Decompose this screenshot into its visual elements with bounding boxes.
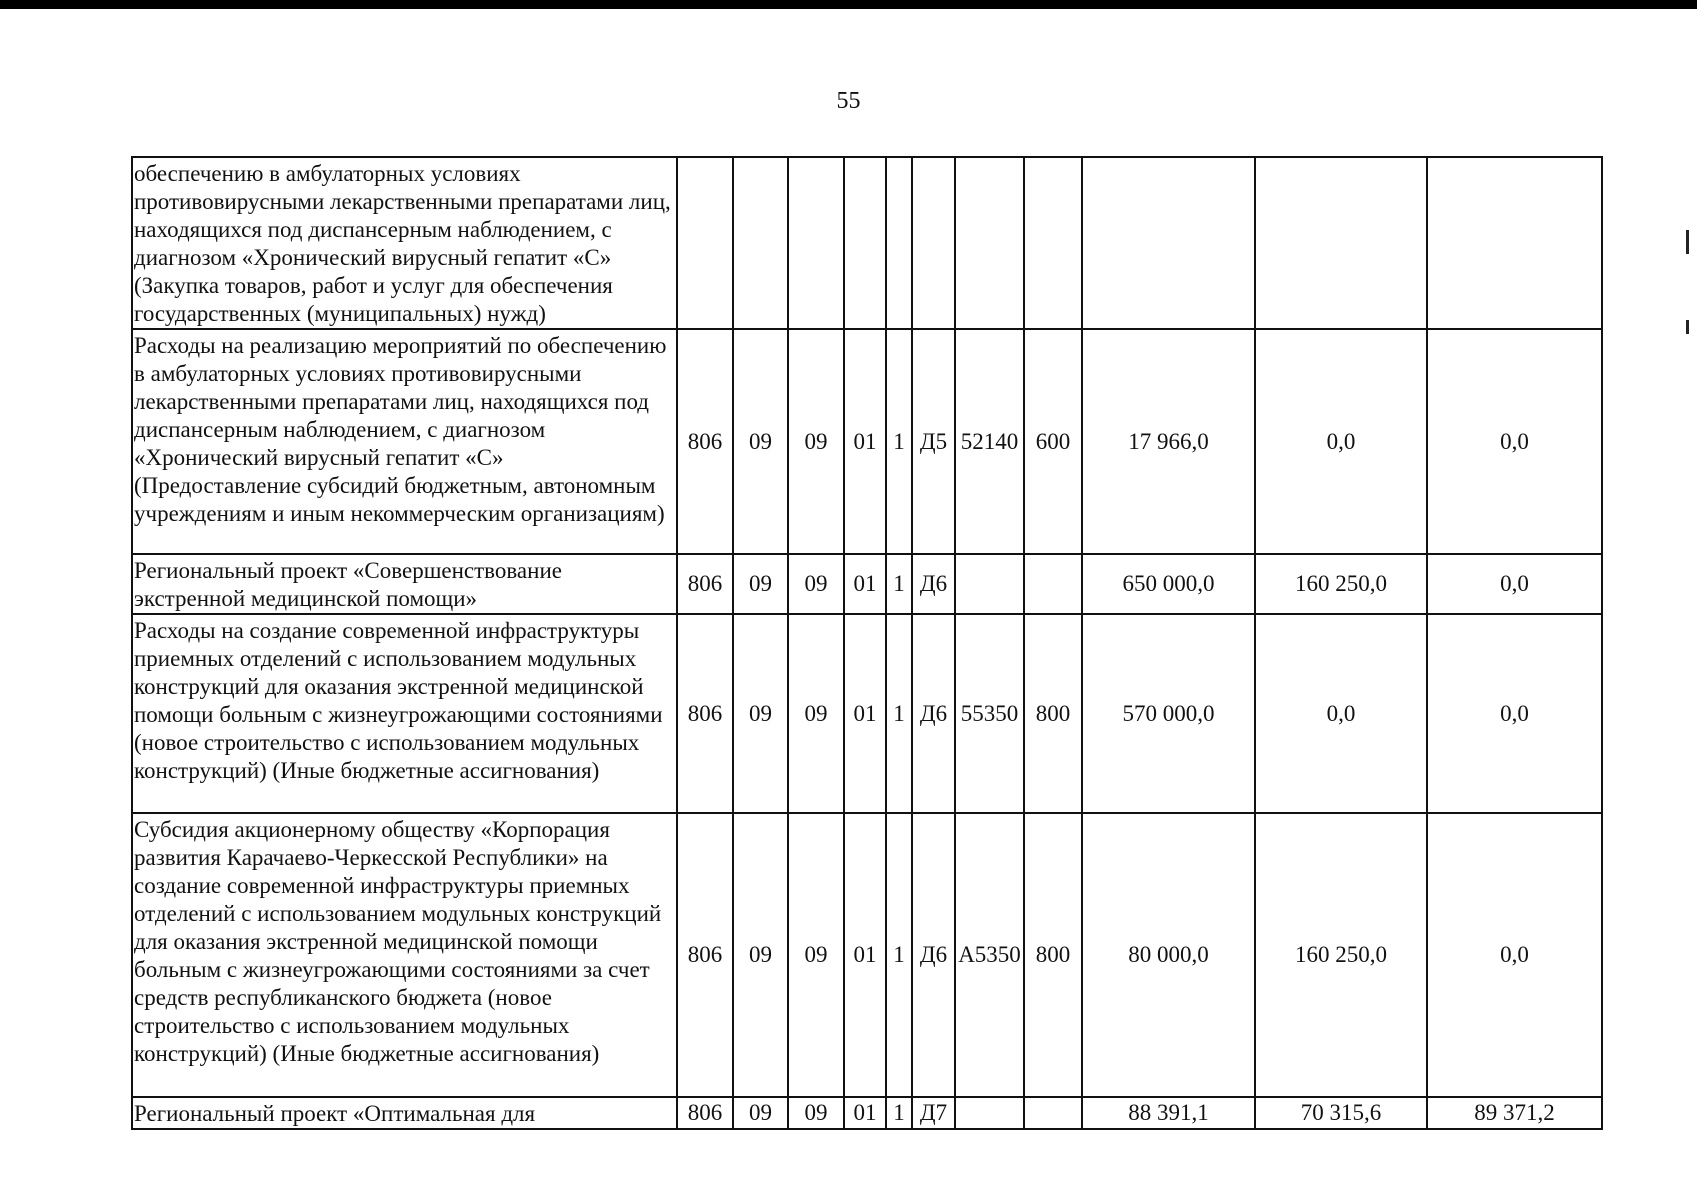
cell-amount-1: 88 391,1 [1082, 1097, 1255, 1129]
cell-ministry: 806 [677, 554, 733, 614]
cell-amount-3: 0,0 [1427, 813, 1602, 1097]
cell-project: Д6 [912, 554, 955, 614]
cell-project: Д6 [912, 614, 955, 813]
cell-section: 09 [733, 554, 788, 614]
table-row [132, 329, 1602, 554]
cell-direction [955, 1097, 1024, 1129]
cell-amount-3: 0,0 [1427, 554, 1602, 614]
cell-description: Региональный проект «Оптимальная для [132, 1097, 677, 1129]
cell-subsection: 09 [788, 1097, 844, 1129]
cell-amount-1 [1082, 157, 1255, 329]
cell-amount-2: 0,0 [1255, 614, 1427, 813]
cell-expense-type [1024, 157, 1082, 329]
cell-subprogram: 1 [886, 813, 912, 1097]
cell-ministry: 806 [677, 614, 733, 813]
table-row [132, 157, 1602, 329]
cell-expense-type: 800 [1024, 614, 1082, 813]
cell-direction: А5350 [955, 813, 1024, 1097]
cell-expense-type [1024, 1097, 1082, 1129]
cell-amount-1: 570 000,0 [1082, 614, 1255, 813]
cell-section: 09 [733, 614, 788, 813]
cell-program: 01 [844, 329, 886, 554]
cell-direction: 52140 [955, 329, 1024, 554]
cell-project: Д5 [912, 329, 955, 554]
cell-subprogram: 1 [886, 614, 912, 813]
table-row [132, 554, 1602, 614]
cell-section [733, 157, 788, 329]
cell-description: Субсидия акционерному обществу «Корпорация развития Карачаево-Черкесской Республики» на создание современной инфраструктуры приемных отделений с использованием модульных конструкций для оказания экстренной медицинской помощи больным с жизнеугрожающими состояниями за счет средств республиканского бюджета (новое строительство с использованием модульных конструкций) (Иные бюджетные ассигнования) [132, 813, 677, 1097]
cell-amount-1: 80 000,0 [1082, 813, 1255, 1097]
cell-description: Расходы на реализацию мероприятий по обеспечению в амбулаторных условиях противовирусными лекарственными препаратами лиц, находящихся под диспансерным наблюдением, с диагнозом «Хронический вирусный гепатит «С» (Предоставление субсидий бюджетным, автономным учреждениям и иным некоммерческим организациям) [132, 329, 677, 554]
cell-direction [955, 554, 1024, 614]
cell-program: 01 [844, 554, 886, 614]
cell-subprogram: 1 [886, 554, 912, 614]
scan-top-border [0, 0, 1697, 9]
cell-subprogram: 1 [886, 1097, 912, 1129]
cell-program: 01 [844, 1097, 886, 1129]
cell-program: 01 [844, 614, 886, 813]
table-row [132, 813, 1602, 1097]
cell-subprogram: 1 [886, 329, 912, 554]
cell-expense-type: 800 [1024, 813, 1082, 1097]
cell-ministry [677, 157, 733, 329]
cell-description: обеспечению в амбулаторных условиях противовирусными лекарственными препаратами лиц, находящихся под диспансерным наблюдением, с диагнозом «Хронический вирусный гепатит «С» (Закупка товаров, работ и услуг для обеспечения государственных (муниципальных) нужд) [132, 157, 677, 329]
cell-amount-3: 89 371,2 [1427, 1097, 1602, 1129]
cell-direction: 55350 [955, 614, 1024, 813]
cell-amount-1: 650 000,0 [1082, 554, 1255, 614]
scan-edge-mark [1686, 320, 1689, 334]
cell-section: 09 [733, 329, 788, 554]
cell-amount-2: 70 315,6 [1255, 1097, 1427, 1129]
cell-description: Региональный проект «Совершенствование экстренной медицинской помощи» [132, 554, 677, 614]
cell-subsection: 09 [788, 813, 844, 1097]
table-row [132, 1097, 1602, 1129]
cell-description: Расходы на создание современной инфраструктуры приемных отделений с использованием модульных конструкций для оказания экстренной медицинской помощи больным с жизнеугрожающими состояниями (новое строительство с использованием модульных конструкций) (Иные бюджетные ассигнования) [132, 614, 677, 813]
cell-direction [955, 157, 1024, 329]
cell-subsection: 09 [788, 614, 844, 813]
page-number: 55 [836, 88, 861, 114]
budget-table [131, 156, 1603, 1130]
cell-amount-2: 160 250,0 [1255, 813, 1427, 1097]
cell-ministry: 806 [677, 1097, 733, 1129]
cell-amount-3: 0,0 [1427, 614, 1602, 813]
cell-section: 09 [733, 813, 788, 1097]
table-body [132, 157, 1602, 1129]
cell-program: 01 [844, 813, 886, 1097]
cell-project: Д6 [912, 813, 955, 1097]
cell-amount-2 [1255, 157, 1427, 329]
table-row [132, 614, 1602, 813]
cell-expense-type [1024, 554, 1082, 614]
cell-subsection: 09 [788, 554, 844, 614]
cell-amount-2: 0,0 [1255, 329, 1427, 554]
cell-section: 09 [733, 1097, 788, 1129]
cell-project: Д7 [912, 1097, 955, 1129]
cell-subsection: 09 [788, 329, 844, 554]
scan-edge-mark [1686, 230, 1689, 254]
cell-amount-1: 17 966,0 [1082, 329, 1255, 554]
cell-expense-type: 600 [1024, 329, 1082, 554]
cell-project [912, 157, 955, 329]
cell-amount-3: 0,0 [1427, 329, 1602, 554]
cell-ministry: 806 [677, 813, 733, 1097]
cell-amount-2: 160 250,0 [1255, 554, 1427, 614]
cell-program [844, 157, 886, 329]
cell-subprogram [886, 157, 912, 329]
cell-amount-3 [1427, 157, 1602, 329]
cell-subsection [788, 157, 844, 329]
cell-ministry: 806 [677, 329, 733, 554]
